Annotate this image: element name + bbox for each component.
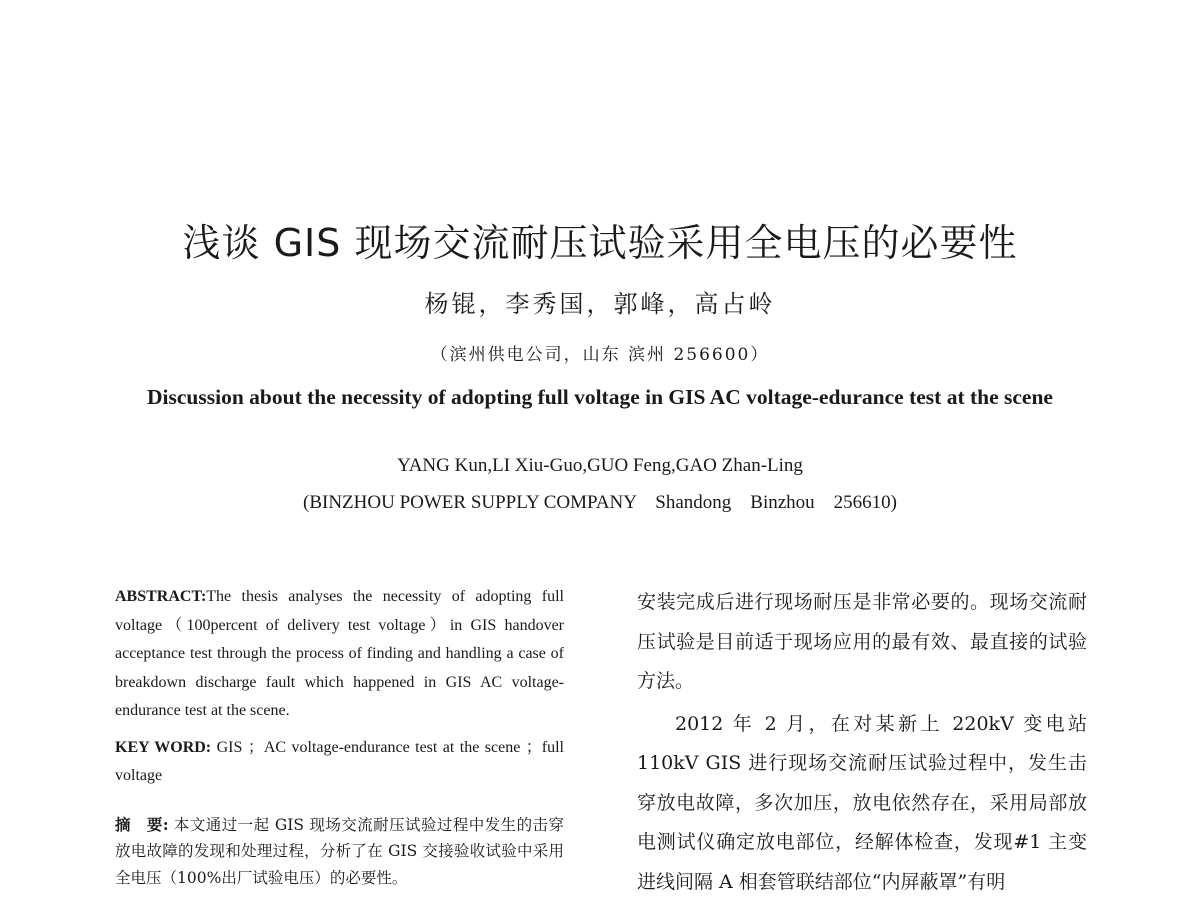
paper-title-en: Discussion about the necessity of adopting full voltage in GIS AC voltage-edurance test at the scene <box>140 381 1060 413</box>
abstract-en-text: The thesis analyses the necessity of adopting full voltage（100percent of delivery test voltage）in GIS handover acceptance test through the process of finding and handling a case of breakdown discharge fault which happened in GIS AC voltage-endurance test at the scene. <box>115 588 564 719</box>
affiliation-en: (BINZHOU POWER SUPPLY COMPANY Shandong Binzhou 256610) <box>0 492 1200 514</box>
abstract-en-label: ABSTRACT: <box>115 588 206 605</box>
body-paragraph-1: 安装完成后进行现场耐压是非常必要的。现场交流耐压试验是目前适于现场应用的最有效、最直接的试验方法。 <box>637 583 1087 702</box>
abstract-cn <box>115 812 564 892</box>
keywords-text: GIS ；AC voltage-endurance test at the scene ；full voltage <box>115 739 564 785</box>
abstract-cn-text: 本文通过一起 GIS 现场交流耐压试验过程中发生的击穿放电故障的发现和处理过程，分析了在 GIS 交接验收试验中采用全电压（100%出厂试验电压）的必要性。 <box>115 816 564 887</box>
abstract-cn-label: 摘 要: <box>115 815 169 834</box>
affiliation-cn: （滨州供电公司，山东 滨州 256600） <box>0 340 1200 365</box>
paper-title-cn: 浅谈 GIS 现场交流耐压试验采用全电压的必要性 <box>0 212 1200 267</box>
authors-en: YANG Kun,LI Xiu-Guo,GUO Feng,GAO Zhan-Ling <box>0 455 1200 477</box>
left-column <box>115 583 564 891</box>
body-paragraph-2: 2012 年 2 月，在对某新上 220kV 变电站 110kV GIS 进行现场交流耐压试验过程中，发生击穿放电故障，多次加压，放电依然存在，采用局部放电测试仪确定放电部位，经解体检查，发现#1 主变进线间隔 A 相套管联结部位“内屏蔽罩”有明 <box>637 705 1087 902</box>
authors-cn: 杨锟，李秀国，郭峰，高占岭 <box>0 284 1200 319</box>
keywords-en <box>115 734 564 791</box>
abstract-en <box>115 583 564 726</box>
right-column <box>637 583 1087 902</box>
keywords-label: KEY WORD: <box>115 739 211 756</box>
